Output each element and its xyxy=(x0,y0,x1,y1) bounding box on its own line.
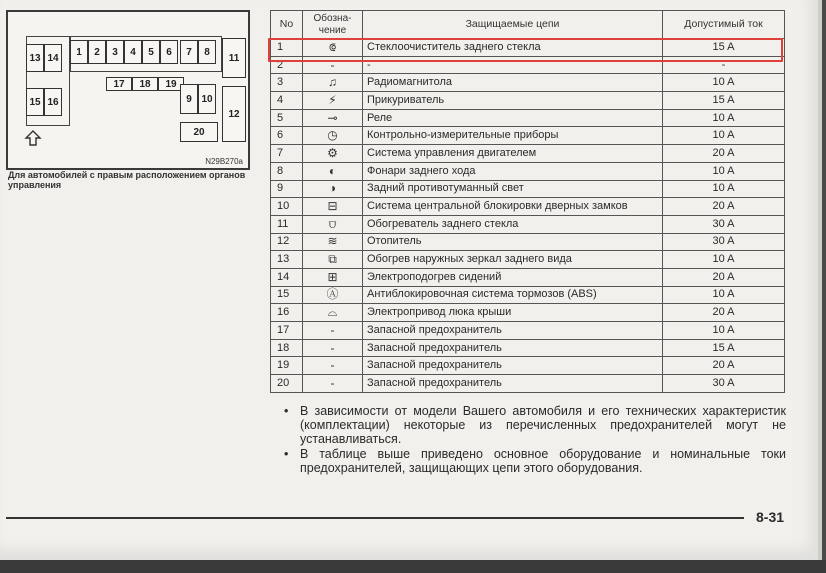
fuse-number: 15 xyxy=(271,286,303,304)
fuse-circuit: Контрольно-измерительные приборы xyxy=(363,127,663,145)
fuse-slot: 16 xyxy=(44,88,62,116)
fuse-table xyxy=(270,10,785,393)
fuse-symbol-icon: - xyxy=(303,56,363,74)
fuse-current: 20 A xyxy=(663,145,785,163)
fuse-current: 15 A xyxy=(663,39,785,57)
fuse-circuit: Обогреватель заднего стекла xyxy=(363,215,663,233)
fuse-slot: 6 xyxy=(160,40,178,64)
fuse-current: 10 A xyxy=(663,127,785,145)
fuse-symbol-icon: - xyxy=(303,322,363,340)
table-header-row xyxy=(271,11,785,39)
fuse-number: 7 xyxy=(271,145,303,163)
fuse-current: 10 A xyxy=(663,251,785,269)
note-text: В зависимости от модели Вашего автомобиля и его технических характеристик (комплектации) некоторые из перечисленных предохранителей могут не устанавливаться. xyxy=(300,404,786,446)
note-item xyxy=(282,447,786,475)
fuse-current: 20 A xyxy=(663,304,785,322)
table-row xyxy=(271,339,785,357)
note-bullet: • xyxy=(284,447,289,461)
fuse-number: 11 xyxy=(271,215,303,233)
page-number: 8-31 xyxy=(756,509,785,525)
fuse-slot: 7 xyxy=(180,40,198,64)
fuse-slot: 14 xyxy=(44,44,62,72)
fuse-circuit: Прикуриватель xyxy=(363,92,663,110)
fuse-symbol-icon: Ⓐ xyxy=(303,286,363,304)
fuse-circuit: Запасной предохранитель xyxy=(363,357,663,375)
fuse-slot: 11 xyxy=(222,38,246,78)
fuse-current: 10 A xyxy=(663,322,785,340)
table-row xyxy=(271,74,785,92)
fuse-slot: 20 xyxy=(180,122,218,142)
fuse-symbol-icon: ⟃ xyxy=(303,39,363,57)
fuse-slot: 12 xyxy=(222,86,246,142)
fuse-circuit: Система управления двигателем xyxy=(363,145,663,163)
fuse-symbol-icon: ⚙ xyxy=(303,145,363,163)
scan-edge xyxy=(0,560,826,573)
fuse-circuit: Реле xyxy=(363,109,663,127)
fuse-number: 19 xyxy=(271,357,303,375)
fuse-slot: 18 xyxy=(132,77,158,91)
table-row xyxy=(271,180,785,198)
fuse-number: 5 xyxy=(271,109,303,127)
table-row xyxy=(271,233,785,251)
fuse-slot: 10 xyxy=(198,84,216,114)
fuse-number: 1 xyxy=(271,39,303,57)
note-text: В таблице выше приведено основное оборудование и номинальные токи предохранителей, защищающих цепи этого оборудования. xyxy=(300,447,786,475)
fuse-circuit: Обогрев наружных зеркал заднего вида xyxy=(363,251,663,269)
highlight-box xyxy=(268,38,783,62)
fuse-current: 20 A xyxy=(663,198,785,216)
table-row xyxy=(271,304,785,322)
fuse-circuit: Антиблокировочная система тормозов (ABS) xyxy=(363,286,663,304)
fuse-circuit: Радиомагнитола xyxy=(363,74,663,92)
header-symbol: Обозна-чение xyxy=(303,11,363,39)
fuse-circuit: - xyxy=(363,56,663,74)
fuse-current: 10 A xyxy=(663,162,785,180)
fuse-slot: 15 xyxy=(26,88,44,116)
fuse-number: 13 xyxy=(271,251,303,269)
table-row xyxy=(271,198,785,216)
fuse-slot: 8 xyxy=(198,40,216,64)
table-row xyxy=(271,127,785,145)
table-row xyxy=(271,109,785,127)
fuse-number: 9 xyxy=(271,180,303,198)
fuse-symbol-icon: ⚡ xyxy=(303,92,363,110)
fuse-number: 12 xyxy=(271,233,303,251)
fuse-current: 30 A xyxy=(663,375,785,393)
fuse-number: 20 xyxy=(271,375,303,393)
table-row xyxy=(271,286,785,304)
table-row xyxy=(271,375,785,393)
fuse-circuit: Запасной предохранитель xyxy=(363,339,663,357)
fuse-symbol-icon: ⌓ xyxy=(303,304,363,322)
fuse-circuit: Система центральной блокировки дверных замков xyxy=(363,198,663,216)
fuse-circuit: Стеклоочиститель заднего стекла xyxy=(363,39,663,57)
fuse-symbol-icon: ⩌ xyxy=(303,215,363,233)
table-row xyxy=(271,145,785,163)
fuse-number: 8 xyxy=(271,162,303,180)
fuse-current: 10 A xyxy=(663,74,785,92)
notes xyxy=(282,404,786,476)
fuse-symbol-icon: - xyxy=(303,357,363,375)
note-item xyxy=(282,404,786,446)
table-row xyxy=(271,162,785,180)
fuse-symbol-icon: - xyxy=(303,339,363,357)
fuse-current: 15 A xyxy=(663,92,785,110)
fuse-current: 10 A xyxy=(663,109,785,127)
fuse-symbol-icon: ◑ xyxy=(303,180,363,198)
diagram-caption: Для автомобилей с правым расположением органов управления xyxy=(8,170,246,190)
table-row xyxy=(271,268,785,286)
fuse-number: 10 xyxy=(271,198,303,216)
fuse-number: 14 xyxy=(271,268,303,286)
fuse-circuit: Электроподогрев сидений xyxy=(363,268,663,286)
fuse-slot: 4 xyxy=(124,40,142,64)
fuse-circuit: Запасной предохранитель xyxy=(363,322,663,340)
diagram-code: N29B270a xyxy=(205,157,243,166)
footer-rule xyxy=(6,517,744,519)
note-bullet: • xyxy=(284,404,289,418)
fuse-current: 30 A xyxy=(663,215,785,233)
fuse-number: 16 xyxy=(271,304,303,322)
fuse-symbol-icon: ⧉ xyxy=(303,251,363,269)
fuse-slot: 19 xyxy=(158,77,184,91)
fuse-current: 30 A xyxy=(663,233,785,251)
header-circuit: Защищаемые цепи xyxy=(363,11,663,39)
table-row xyxy=(271,251,785,269)
fuse-current: 20 A xyxy=(663,357,785,375)
header-no: No xyxy=(271,11,303,39)
fuse-circuit: Задний противотуманный свет xyxy=(363,180,663,198)
fuse-number: 18 xyxy=(271,339,303,357)
fuse-slot: 1 xyxy=(70,40,88,64)
table-row xyxy=(271,357,785,375)
fuse-slot: 2 xyxy=(88,40,106,64)
fuse-current: - xyxy=(663,56,785,74)
fuse-symbol-icon: ⊸ xyxy=(303,109,363,127)
fuse-slot: 9 xyxy=(180,84,198,114)
fuse-symbol-icon: - xyxy=(303,375,363,393)
fuse-slot: 3 xyxy=(106,40,124,64)
table-row xyxy=(271,92,785,110)
fuse-number: 6 xyxy=(271,127,303,145)
arrow-up-icon xyxy=(24,130,42,146)
table-row xyxy=(271,322,785,340)
fuse-current: 20 A xyxy=(663,268,785,286)
fuse-symbol-icon: ⊞ xyxy=(303,268,363,286)
fuse-number: 3 xyxy=(271,74,303,92)
fuse-box-diagram xyxy=(6,10,250,170)
header-current: Допустимый ток xyxy=(663,11,785,39)
fuse-circuit: Запасной предохранитель xyxy=(363,375,663,393)
fuse-current: 10 A xyxy=(663,180,785,198)
fuse-symbol-icon: ◐ xyxy=(303,162,363,180)
fuse-current: 15 A xyxy=(663,339,785,357)
fuse-slot: 5 xyxy=(142,40,160,64)
fuse-symbol-icon: ≋ xyxy=(303,233,363,251)
table-row xyxy=(271,215,785,233)
fuse-number: 17 xyxy=(271,322,303,340)
fuse-symbol-icon: ⊟ xyxy=(303,198,363,216)
fuse-current: 10 A xyxy=(663,286,785,304)
fuse-number: 4 xyxy=(271,92,303,110)
fuse-circuit: Электропривод люка крыши xyxy=(363,304,663,322)
fuse-slot: 13 xyxy=(26,44,44,72)
fuse-slot: 17 xyxy=(106,77,132,91)
fuse-symbol-icon: ◷ xyxy=(303,127,363,145)
fuse-symbol-icon: ♫ xyxy=(303,74,363,92)
fuse-number: 2 xyxy=(271,56,303,74)
fuse-circuit: Фонари заднего хода xyxy=(363,162,663,180)
fuse-circuit: Отопитель xyxy=(363,233,663,251)
